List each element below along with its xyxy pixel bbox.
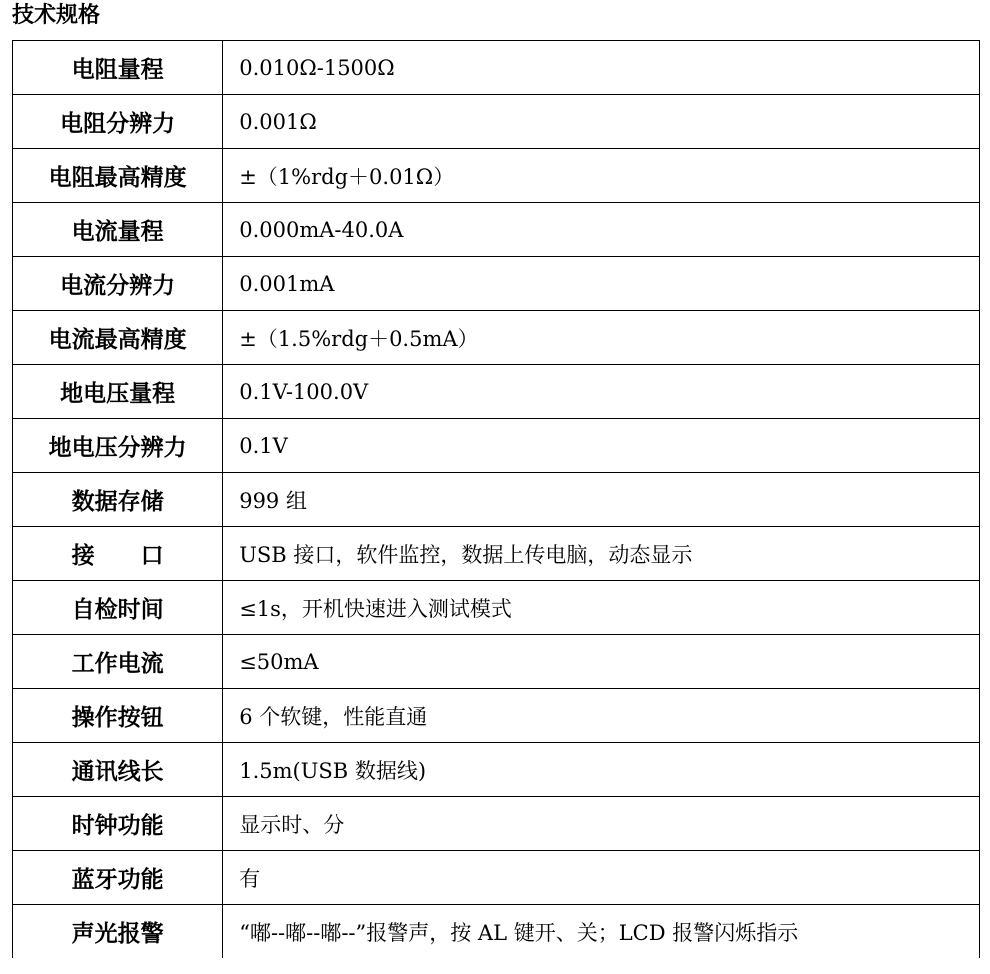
spec-value: USB 接口，软件监控，数据上传电脑，动态显示 <box>223 527 980 581</box>
spec-label: 电阻最高精度 <box>13 149 223 203</box>
spec-label: 电流量程 <box>13 203 223 257</box>
spec-label: 电流最高精度 <box>13 311 223 365</box>
table-row <box>13 419 980 473</box>
spec-value: ±（1.5%rdg＋0.5mA） <box>223 311 980 365</box>
table-row <box>13 689 980 743</box>
table-row <box>13 527 980 581</box>
spec-value: 0.000mA-40.0A <box>223 203 980 257</box>
spec-value: 有 <box>223 851 980 905</box>
table-row <box>13 905 980 959</box>
spec-label: 自检时间 <box>13 581 223 635</box>
table-row <box>13 41 980 95</box>
spec-value: 显示时、分 <box>223 797 980 851</box>
spec-label: 工作电流 <box>13 635 223 689</box>
spec-value: 0.1V-100.0V <box>223 365 980 419</box>
table-row <box>13 149 980 203</box>
table-row <box>13 257 980 311</box>
spec-value: 1.5m(USB 数据线) <box>223 743 980 797</box>
spec-value: 0.010Ω-1500Ω <box>223 41 980 95</box>
spec-label: 操作按钮 <box>13 689 223 743</box>
spec-value: 6 个软键，性能直通 <box>223 689 980 743</box>
table-row <box>13 203 980 257</box>
spec-label: 地电压量程 <box>13 365 223 419</box>
spec-label: 声光报警 <box>13 905 223 959</box>
spec-label: 地电压分辨力 <box>13 419 223 473</box>
spec-table <box>12 40 980 958</box>
spec-value: 999 组 <box>223 473 980 527</box>
table-row <box>13 473 980 527</box>
spec-value: 0.001mA <box>223 257 980 311</box>
spec-label: 蓝牙功能 <box>13 851 223 905</box>
table-row <box>13 311 980 365</box>
spec-value: ≤50mA <box>223 635 980 689</box>
table-row <box>13 581 980 635</box>
table-row <box>13 797 980 851</box>
spec-label: 数据存储 <box>13 473 223 527</box>
spec-value: 0.1V <box>223 419 980 473</box>
spec-label: 通讯线长 <box>13 743 223 797</box>
spec-value: ≤1s，开机快速进入测试模式 <box>223 581 980 635</box>
spec-label: 时钟功能 <box>13 797 223 851</box>
spec-value: “嘟--嘟--嘟--”报警声，按 AL 键开、关；LCD 报警闪烁指示 <box>223 905 980 959</box>
spec-label: 电阻量程 <box>13 41 223 95</box>
table-row <box>13 743 980 797</box>
table-row <box>13 365 980 419</box>
spec-value: ±（1%rdg＋0.01Ω） <box>223 149 980 203</box>
table-row <box>13 851 980 905</box>
table-row <box>13 95 980 149</box>
spec-value: 0.001Ω <box>223 95 980 149</box>
spec-label: 接 口 <box>13 527 223 581</box>
spec-label: 电阻分辨力 <box>13 95 223 149</box>
table-row <box>13 635 980 689</box>
section-title: 技术规格 <box>12 3 101 28</box>
spec-label: 电流分辨力 <box>13 257 223 311</box>
